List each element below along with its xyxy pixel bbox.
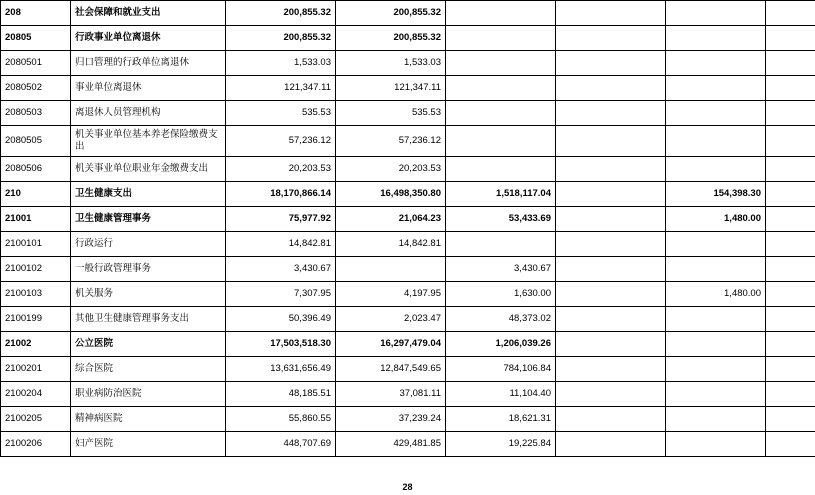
cell-code: 2080506 xyxy=(1,156,71,181)
table-row xyxy=(1,206,815,231)
cell-col4 xyxy=(556,281,666,306)
cell-item-name: 事业单位离退休 xyxy=(71,76,226,101)
cell-col4 xyxy=(556,126,666,157)
cell-total: 3,430.67 xyxy=(226,256,336,281)
cell-item-name: 妇产医院 xyxy=(71,431,226,456)
cell-project-expenditure: 3,430.67 xyxy=(446,256,556,281)
cell-project-expenditure: 1,630.00 xyxy=(446,281,556,306)
cell-col4 xyxy=(556,431,666,456)
cell-col4 xyxy=(556,306,666,331)
table-row xyxy=(1,26,815,51)
cell-col6 xyxy=(766,406,815,431)
table-row xyxy=(1,101,815,126)
cell-project-expenditure xyxy=(446,101,556,126)
cell-project-expenditure: 18,621.31 xyxy=(446,406,556,431)
cell-col4 xyxy=(556,331,666,356)
cell-col5 xyxy=(666,406,766,431)
table-row xyxy=(1,231,815,256)
cell-col6 xyxy=(766,356,815,381)
cell-col6 xyxy=(766,156,815,181)
cell-project-expenditure: 11,104.40 xyxy=(446,381,556,406)
cell-col6 xyxy=(766,381,815,406)
cell-total: 57,236.12 xyxy=(226,126,336,157)
cell-item-name: 其他卫生健康管理事务支出 xyxy=(71,306,226,331)
cell-col4 xyxy=(556,381,666,406)
cell-col5 xyxy=(666,51,766,76)
cell-col5 xyxy=(666,431,766,456)
cell-total: 14,842.81 xyxy=(226,231,336,256)
table-body xyxy=(1,1,815,457)
cell-col5 xyxy=(666,126,766,157)
cell-basic-expenditure: 37,081.11 xyxy=(336,381,446,406)
cell-total: 50,396.49 xyxy=(226,306,336,331)
cell-col4 xyxy=(556,356,666,381)
cell-code: 208 xyxy=(1,1,71,26)
cell-total: 17,503,518.30 xyxy=(226,331,336,356)
cell-col4 xyxy=(556,76,666,101)
cell-code: 2080501 xyxy=(1,51,71,76)
cell-basic-expenditure: 16,297,479.04 xyxy=(336,331,446,356)
cell-basic-expenditure: 4,197.95 xyxy=(336,281,446,306)
cell-code: 2080503 xyxy=(1,101,71,126)
cell-code: 2100102 xyxy=(1,256,71,281)
cell-col6 xyxy=(766,101,815,126)
cell-item-name: 卫生健康支出 xyxy=(71,181,226,206)
cell-basic-expenditure: 200,855.32 xyxy=(336,26,446,51)
cell-project-expenditure xyxy=(446,156,556,181)
cell-code: 2080502 xyxy=(1,76,71,101)
cell-col4 xyxy=(556,101,666,126)
cell-total: 448,707.69 xyxy=(226,431,336,456)
cell-col6 xyxy=(766,431,815,456)
cell-code: 2100101 xyxy=(1,231,71,256)
cell-col6 xyxy=(766,281,815,306)
cell-col5: 1,480.00 xyxy=(666,281,766,306)
cell-code: 2100206 xyxy=(1,431,71,456)
cell-col4 xyxy=(556,156,666,181)
cell-basic-expenditure: 20,203.53 xyxy=(336,156,446,181)
cell-basic-expenditure: 21,064.23 xyxy=(336,206,446,231)
table-row xyxy=(1,181,815,206)
cell-item-name: 综合医院 xyxy=(71,356,226,381)
cell-total: 55,860.55 xyxy=(226,406,336,431)
cell-code: 2080505 xyxy=(1,126,71,157)
cell-col6 xyxy=(766,126,815,157)
cell-item-name: 机关事业单位职业年金缴费支出 xyxy=(71,156,226,181)
cell-col5 xyxy=(666,381,766,406)
cell-col6 xyxy=(766,51,815,76)
cell-col4 xyxy=(556,256,666,281)
cell-col6 xyxy=(766,231,815,256)
cell-project-expenditure xyxy=(446,26,556,51)
cell-code: 2100199 xyxy=(1,306,71,331)
table-row xyxy=(1,256,815,281)
cell-total: 121,347.11 xyxy=(226,76,336,101)
cell-basic-expenditure: 57,236.12 xyxy=(336,126,446,157)
cell-col5 xyxy=(666,101,766,126)
cell-item-name: 社会保障和就业支出 xyxy=(71,1,226,26)
cell-col5 xyxy=(666,76,766,101)
cell-code: 21002 xyxy=(1,331,71,356)
cell-project-expenditure: 1,518,117.04 xyxy=(446,181,556,206)
cell-code: 20805 xyxy=(1,26,71,51)
cell-col4 xyxy=(556,406,666,431)
cell-item-name: 卫生健康管理事务 xyxy=(71,206,226,231)
cell-basic-expenditure xyxy=(336,256,446,281)
cell-col5: 154,398.30 xyxy=(666,181,766,206)
cell-item-name: 机关服务 xyxy=(71,281,226,306)
cell-col5 xyxy=(666,256,766,281)
cell-col5: 1,480.00 xyxy=(666,206,766,231)
cell-basic-expenditure: 2,023.47 xyxy=(336,306,446,331)
cell-col4 xyxy=(556,231,666,256)
cell-code: 2100204 xyxy=(1,381,71,406)
table-row xyxy=(1,156,815,181)
cell-total: 200,855.32 xyxy=(226,26,336,51)
cell-item-name: 归口管理的行政单位离退休 xyxy=(71,51,226,76)
cell-item-name: 公立医院 xyxy=(71,331,226,356)
table-row xyxy=(1,76,815,101)
cell-item-name: 行政事业单位离退休 xyxy=(71,26,226,51)
cell-col5 xyxy=(666,306,766,331)
cell-code: 2100201 xyxy=(1,356,71,381)
cell-item-name: 行政运行 xyxy=(71,231,226,256)
cell-code: 21001 xyxy=(1,206,71,231)
table-row xyxy=(1,281,815,306)
cell-basic-expenditure: 535.53 xyxy=(336,101,446,126)
table-row xyxy=(1,356,815,381)
table-row xyxy=(1,1,815,26)
cell-col5 xyxy=(666,26,766,51)
cell-col5 xyxy=(666,331,766,356)
cell-project-expenditure: 53,433.69 xyxy=(446,206,556,231)
cell-col5 xyxy=(666,156,766,181)
cell-col5 xyxy=(666,231,766,256)
cell-col4 xyxy=(556,26,666,51)
cell-col6 xyxy=(766,306,815,331)
cell-col6 xyxy=(766,206,815,231)
cell-col5 xyxy=(666,1,766,26)
cell-col6 xyxy=(766,181,815,206)
cell-project-expenditure: 48,373.02 xyxy=(446,306,556,331)
cell-code: 2100103 xyxy=(1,281,71,306)
cell-total: 18,170,866.14 xyxy=(226,181,336,206)
table-row xyxy=(1,306,815,331)
cell-basic-expenditure: 14,842.81 xyxy=(336,231,446,256)
cell-total: 75,977.92 xyxy=(226,206,336,231)
cell-col6 xyxy=(766,76,815,101)
cell-project-expenditure xyxy=(446,126,556,157)
cell-total: 13,631,656.49 xyxy=(226,356,336,381)
cell-basic-expenditure: 121,347.11 xyxy=(336,76,446,101)
table-row xyxy=(1,331,815,356)
cell-col6 xyxy=(766,1,815,26)
cell-col4 xyxy=(556,51,666,76)
cell-total: 535.53 xyxy=(226,101,336,126)
cell-item-name: 离退休人员管理机构 xyxy=(71,101,226,126)
cell-item-name: 职业病防治医院 xyxy=(71,381,226,406)
cell-project-expenditure xyxy=(446,51,556,76)
cell-total: 7,307.95 xyxy=(226,281,336,306)
cell-col6 xyxy=(766,26,815,51)
table-row xyxy=(1,406,815,431)
cell-project-expenditure xyxy=(446,76,556,101)
table-row xyxy=(1,126,815,157)
cell-total: 20,203.53 xyxy=(226,156,336,181)
table-row xyxy=(1,431,815,456)
cell-project-expenditure xyxy=(446,1,556,26)
cell-basic-expenditure: 429,481.85 xyxy=(336,431,446,456)
cell-item-name: 机关事业单位基本养老保险缴费支出 xyxy=(71,126,226,157)
cell-project-expenditure: 19,225.84 xyxy=(446,431,556,456)
table-row xyxy=(1,381,815,406)
cell-basic-expenditure: 200,855.32 xyxy=(336,1,446,26)
cell-col6 xyxy=(766,331,815,356)
cell-item-name: 一般行政管理事务 xyxy=(71,256,226,281)
cell-basic-expenditure: 37,239.24 xyxy=(336,406,446,431)
cell-col4 xyxy=(556,206,666,231)
cell-project-expenditure: 784,106.84 xyxy=(446,356,556,381)
cell-basic-expenditure: 1,533.03 xyxy=(336,51,446,76)
cell-total: 200,855.32 xyxy=(226,1,336,26)
page-number: 28 xyxy=(402,482,413,492)
cell-code: 210 xyxy=(1,181,71,206)
cell-col4 xyxy=(556,1,666,26)
cell-col4 xyxy=(556,181,666,206)
cell-col6 xyxy=(766,256,815,281)
table-row xyxy=(1,51,815,76)
cell-basic-expenditure: 16,498,350.80 xyxy=(336,181,446,206)
cell-total: 1,533.03 xyxy=(226,51,336,76)
cell-code: 2100205 xyxy=(1,406,71,431)
cell-item-name: 精神病医院 xyxy=(71,406,226,431)
cell-total: 48,185.51 xyxy=(226,381,336,406)
cell-col5 xyxy=(666,356,766,381)
cell-basic-expenditure: 12,847,549.65 xyxy=(336,356,446,381)
cell-project-expenditure xyxy=(446,231,556,256)
cell-project-expenditure: 1,206,039.26 xyxy=(446,331,556,356)
